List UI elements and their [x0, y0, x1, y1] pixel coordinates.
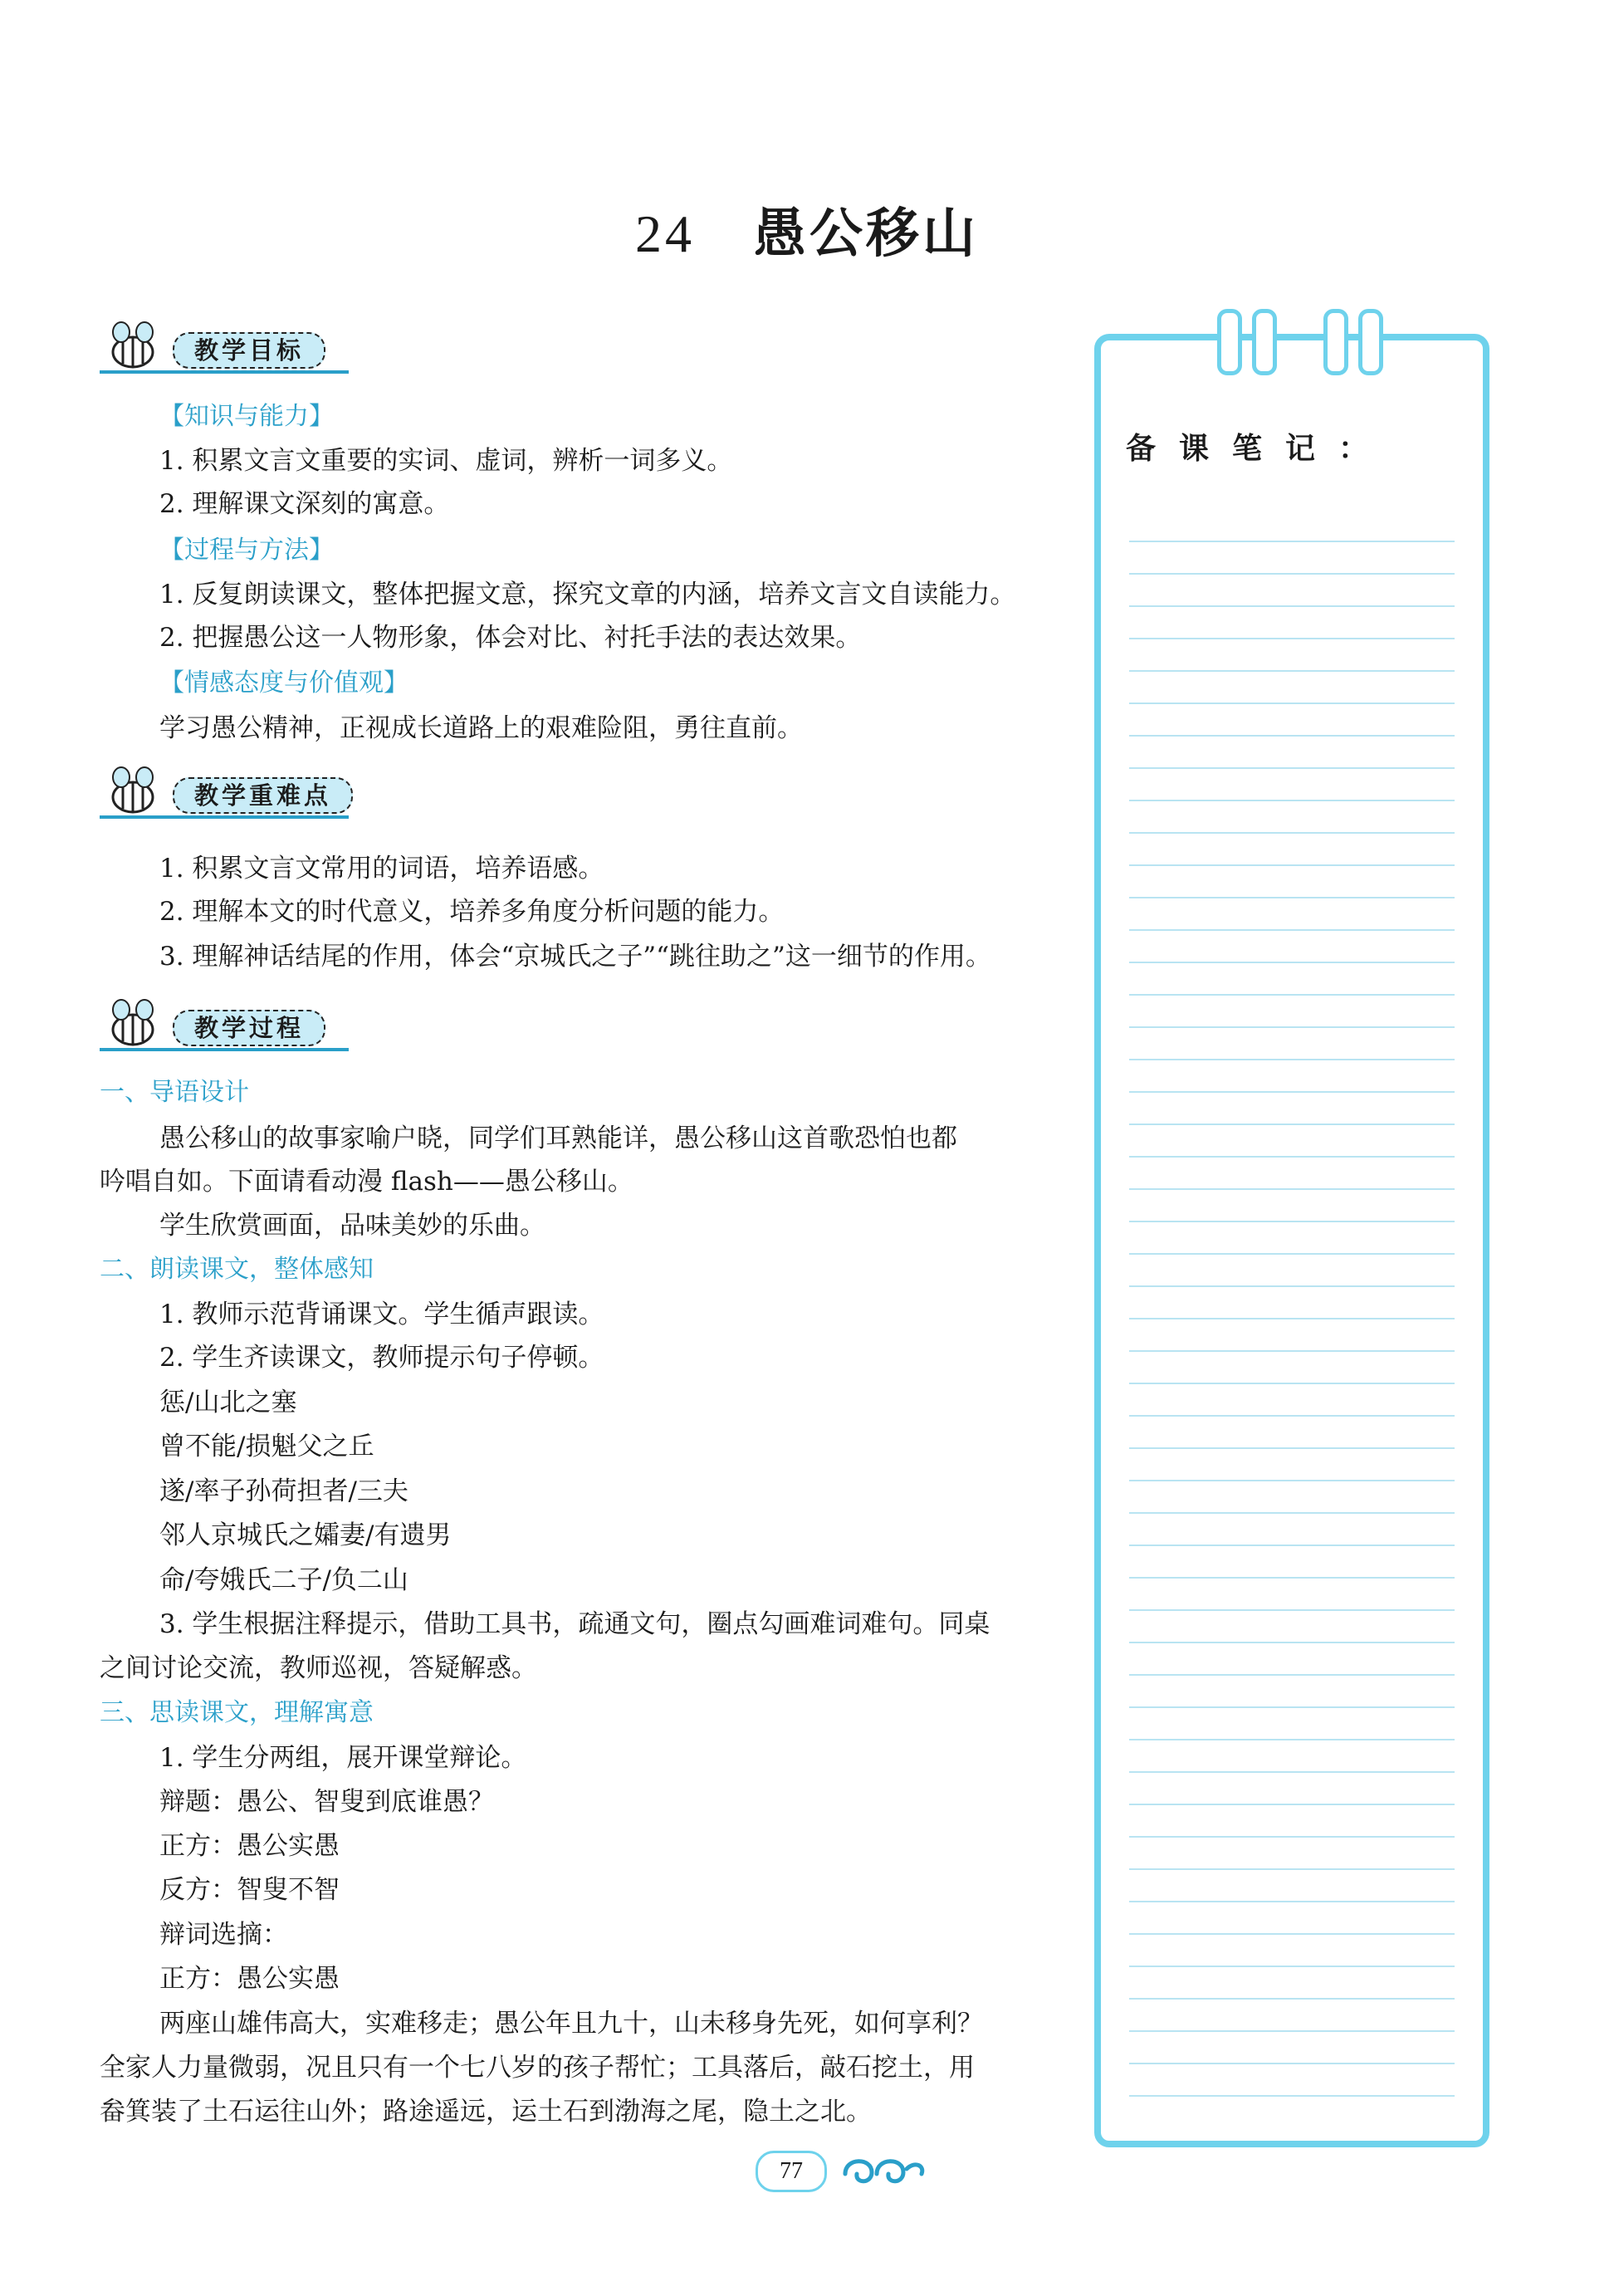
text-line: 3. 理解神话结尾的作用，体会“京城氏之子”“跳往助之”这一细节的作用。 [159, 942, 991, 972]
section-heading: 一、导语设计 [100, 1078, 249, 1107]
text-line: 遂/率子孙荷担者/三夫 [159, 1476, 408, 1506]
text-line: 1. 教师示范背诵课文。学生循声跟读。 [159, 1300, 604, 1329]
text-line: 命/夸娥氏二子/负二山 [159, 1565, 408, 1595]
lesson-title: 愚公移山 [753, 203, 979, 265]
text-line: 1. 积累文言文重要的实词、虚词，辨析一词多义。 [159, 446, 733, 476]
section-heading: 二、朗读课文，整体感知 [100, 1255, 374, 1284]
badge-key-points [100, 761, 365, 827]
text-line: 1. 学生分两组，展开课堂辩论。 [159, 1743, 527, 1773]
text-line: 2. 学生齐读课文，教师提示句子停顿。 [159, 1343, 604, 1373]
badge-underline [100, 1048, 349, 1051]
badge-objectives [100, 316, 365, 382]
text-line: 学习愚公精神，正视成长道路上的艰难险阻，勇往直前。 [159, 713, 803, 743]
text-line: 邻人京城氏之孀妻/有遗男 [159, 1520, 452, 1550]
notes-heading: 备课笔记： [1126, 432, 1392, 466]
text-line: 曾不能/损魁父之丘 [159, 1432, 374, 1461]
page-title [0, 191, 1614, 267]
binder-ring-icon [1217, 309, 1242, 375]
text-line: 愚公移山的故事家喻户晓，同学们耳熟能详，愚公移山这首歌恐怕也都 [159, 1124, 957, 1153]
text-line: 2. 理解课文深刻的寓意。 [159, 489, 450, 519]
text-line: 3. 学生根据注释提示，借助工具书，疏通文句，圈点勾画难词难句。同桌 [159, 1609, 990, 1639]
sub-heading: 【知识与能力】 [159, 402, 334, 431]
binder-ring-icon [1323, 309, 1348, 375]
ruled-lines [1129, 510, 1455, 2108]
section-heading: 三、思读课文，理解寓意 [100, 1698, 374, 1727]
lesson-notes-panel [1094, 334, 1489, 2147]
text-line: 1. 积累文言文常用的词语，培养语感。 [159, 854, 604, 884]
text-line: 正方：愚公实愚 [159, 1964, 340, 1994]
text-line: 全家人力量微弱，况且只有一个七八岁的孩子帮忙；工具落后，敲石挖土，用 [100, 2053, 975, 2083]
sub-heading: 【情感态度与价值观】 [159, 668, 408, 698]
binder-ring-icon [1252, 309, 1277, 375]
text-line: 正方：愚公实愚 [159, 1831, 340, 1861]
badge-underline [100, 370, 349, 374]
bee-icon [100, 993, 166, 1053]
text-line: 学生欣赏画面，品味美妙的乐曲。 [159, 1211, 545, 1241]
lesson-number: 24 [635, 204, 695, 263]
text-line: 2. 把握愚公这一人物形象，体会对比、衬托手法的表达效果。 [159, 623, 862, 653]
text-line: 1. 反复朗读课文，整体把握文意，探究文章的内涵，培养文言文自读能力。 [159, 580, 1016, 609]
badge-label: 教学重难点 [173, 777, 353, 814]
bee-icon [100, 316, 166, 375]
text-line: 辩词选摘： [159, 1920, 288, 1950]
badge-process [100, 993, 365, 1060]
text-line: 辩题：愚公、智叟到底谁愚？ [159, 1787, 494, 1817]
badge-label: 教学过程 [173, 1010, 325, 1046]
badge-underline [100, 815, 349, 819]
text-line: 反方：智叟不智 [159, 1875, 340, 1905]
text-line: 畚箕装了土石运往山外；路途遥远，运土石到渤海之尾，隐土之北。 [100, 2097, 872, 2127]
badge-label: 教学目标 [173, 332, 325, 369]
sub-heading: 【过程与方法】 [159, 536, 334, 565]
page-number: 77 [756, 2151, 827, 2192]
text-line: 2. 理解本文的时代意义，培养多角度分析问题的能力。 [159, 897, 785, 927]
swirl-ornament-icon [839, 2149, 930, 2191]
text-line: 之间讨论交流，教师巡视，答疑解惑。 [100, 1653, 537, 1683]
text-line: 惩/山北之塞 [159, 1388, 297, 1417]
text-line: 吟唱自如。下面请看动漫 flash——愚公移山。 [100, 1167, 633, 1197]
binder-ring-icon [1358, 309, 1383, 375]
text-line: 两座山雄伟高大，实难移走；愚公年且九十，山未移身先死，如何享利？ [159, 2009, 983, 2039]
bee-icon [100, 761, 166, 820]
